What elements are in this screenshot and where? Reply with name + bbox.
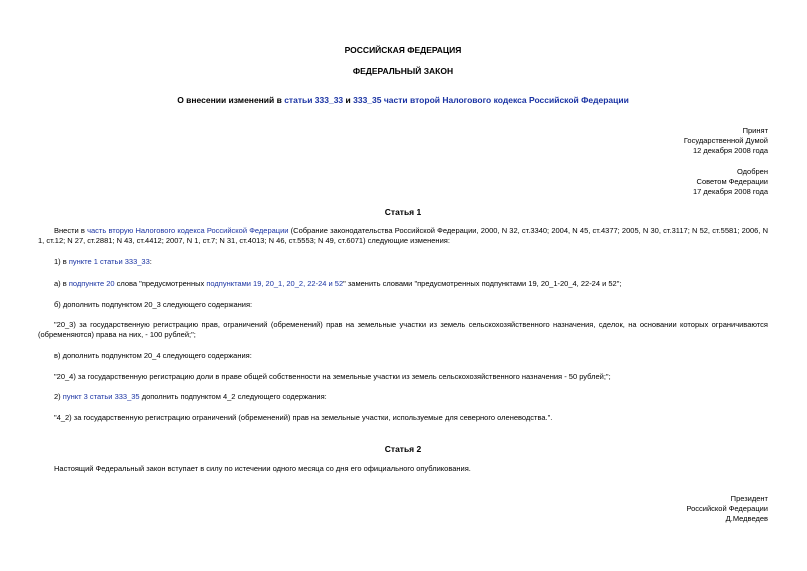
link-point-1-article-333-33[interactable]: пункте 1 статьи 333_33 [68, 257, 150, 266]
item-a-text2: " заменить словами "предусмотренных подпунктами 19, 20_1-20_4, 22-24 и 52"; [343, 279, 622, 288]
item-a-prefix: а) в [54, 279, 69, 288]
doc-type-heading: ФЕДЕРАЛЬНЫЙ ЗАКОН [352, 66, 454, 76]
article-2-text: Настоящий Федеральный закон вступает в силу по истечении одного месяца со дня его официального опубликования. [54, 464, 471, 473]
law-title-prefix: О внесении изменений в [177, 95, 285, 105]
item-1-suffix: : [149, 257, 152, 266]
adopted-date: 12 декабря 2008 года [692, 146, 768, 156]
signature-country: Российской Федерации [686, 504, 768, 514]
document-page [38, 0, 768, 571]
signature-block [38, 494, 768, 524]
item-b: б) дополнить подпунктом 20_3 следующего содержания: [54, 300, 253, 309]
item-2-suffix: дополнить подпунктом 4_2 следующего содержания: [139, 392, 327, 401]
article-2-heading: Статья 2 [384, 444, 422, 454]
law-title-mid: и [343, 95, 354, 105]
quote-20-3: "20_3) за государственную регистрацию прав, ограничений (обременений) прав на земельные участки из земель сельскохозяйственного назначения, сделок, на основании которых ограничиваются (обременяются) права на них, - 100 рублей;"; [38, 320, 768, 340]
quote-4-2: "4_2) за государственную регистрацию ограничений (обременений) прав на земельные участки, используемые для северного оленеводства.". [54, 413, 553, 422]
signature-name: Д.Медведев [725, 514, 768, 524]
link-tax-code-part-two-intro[interactable]: часть вторую Налогового кодекса Российской Федерации [87, 226, 289, 235]
link-point-3-article-333-35[interactable]: пункт 3 статьи 333_35 [62, 392, 140, 401]
item-1-prefix: 1) в [54, 257, 69, 266]
adopted-label: Принят [742, 126, 768, 135]
approved-body: Советом Федерации [696, 177, 768, 187]
link-subpoint-20[interactable]: подпункте 20 [68, 279, 115, 288]
link-article-333-35[interactable]: 333_35 [353, 95, 382, 105]
item-a-text1: слова "предусмотренных [114, 279, 207, 288]
signature-title: Президент [730, 494, 768, 503]
approved-block [38, 167, 768, 197]
approved-label: Одобрен [737, 167, 768, 176]
link-articles-333-33[interactable]: статьи 333_33 [284, 95, 344, 105]
approved-date: 17 декабря 2008 года [692, 187, 768, 197]
quote-20-4: "20_4) за государственную регистрацию доли в праве общей собственности на земельные участки из земель сельскохозяйственного назначения - 50 рублей;"; [54, 372, 611, 381]
item-2 [38, 392, 768, 402]
item-1 [38, 257, 768, 267]
item-2-prefix: 2) [54, 392, 63, 401]
item-v: в) дополнить подпунктом 20_4 следующего содержания: [54, 351, 252, 360]
intro-prefix: Внести в [54, 226, 88, 235]
link-subpoints-19-20[interactable]: подпунктами 19, 20_1, 20_2, 22-24 и 52 [206, 279, 344, 288]
article-1-intro [38, 226, 768, 246]
adopted-block [38, 126, 768, 156]
intro-suffix: (Собрание законодательства Российской Федерации, 2000, N 32, ст.3340; 2004, N 45, ст.4377; 2005, N 30, ст.3117; N 52, ст.5581; 2006, N 1, ст.12; N 27, ст.2881; N 43, ст.4412; 2007, N 1, ст.7; N 31, ст.4013; N 46, ст.5553; N 49, ст.6071) следующие изменения: [38, 226, 768, 246]
item-a [38, 279, 768, 289]
article-1-heading: Статья 1 [384, 207, 422, 217]
link-tax-code-part-two[interactable]: части второй Налогового кодекса Российской Федерации [383, 95, 629, 105]
country-heading: РОССИЙСКАЯ ФЕДЕРАЦИЯ [344, 45, 462, 55]
adopted-body: Государственной Думой [683, 136, 768, 146]
law-title [38, 95, 768, 106]
